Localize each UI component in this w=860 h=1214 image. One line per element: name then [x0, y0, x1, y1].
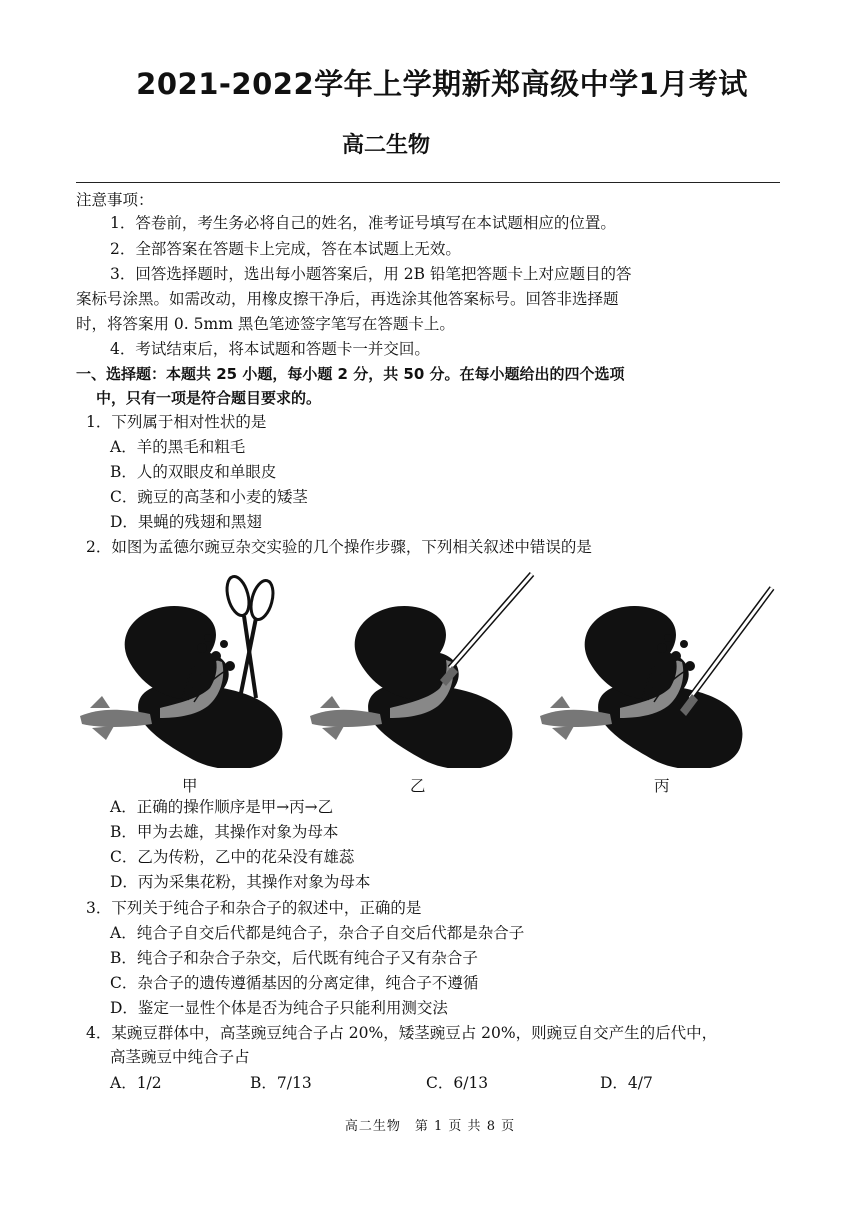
figure-label-jia: 甲	[182, 777, 198, 795]
note-item: 3．回答选择题时，选出每小题答案后，用 2B 铅笔把答题卡上对应题目的答	[110, 265, 632, 283]
q4-option-c: C．6/13	[426, 1074, 489, 1092]
section-heading-cont: 中，只有一项是符合题目要求的。	[96, 389, 322, 407]
q1-option-d: D．果蝇的残翅和黑翅	[110, 513, 262, 531]
figure-label-bing: 丙	[654, 777, 670, 795]
note-item: 案标号涂黑。如需改动，用橡皮擦干净后，再选涂其他答案标号。回答非选择题	[76, 290, 619, 308]
q2-option-a: A．正确的操作顺序是甲→丙→乙	[110, 798, 334, 816]
question-2-stem: 2．如图为孟德尔豌豆杂交实验的几个操作步骤，下列相关叙述中错误的是	[86, 538, 592, 556]
q3-option-b: B．纯合子和杂合子杂交，后代既有纯合子又有杂合子	[110, 949, 478, 967]
note-item: 4．考试结束后，将本试题和答题卡一并交回。	[110, 340, 430, 358]
q1-option-a: A．羊的黑毛和粗毛	[110, 438, 246, 456]
question-3-stem: 3．下列关于纯合子和杂合子的叙述中，正确的是	[86, 899, 422, 917]
notes-heading: 注意事项：	[76, 191, 154, 209]
q4-option-b: B．7/13	[250, 1074, 312, 1092]
question-4-stem-cont: 高茎豌豆中纯合子占	[110, 1048, 250, 1066]
question-1-stem: 1．下列属于相对性状的是	[86, 413, 267, 431]
scissors-icon	[223, 574, 277, 698]
exam-title: 2021-2022学年上学期新郑高级中学1月考试	[136, 67, 748, 101]
q1-option-c: C．豌豆的高茎和小麦的矮茎	[110, 488, 308, 506]
note-item: 1．答卷前，考生务必将自己的姓名，准考证号填写在本试题相应的位置。	[110, 214, 616, 232]
brush-icon	[680, 588, 772, 716]
brush-icon	[440, 574, 532, 686]
q3-option-c: C．杂合子的遗传遵循基因的分离定律，纯合子不遵循	[110, 974, 479, 992]
q3-option-d: D．鉴定一显性个体是否为纯合子只能利用测交法	[110, 999, 448, 1017]
q1-option-b: B．人的双眼皮和单眼皮	[110, 463, 277, 481]
note-item: 2．全部答案在答题卡上完成，答在本试题上无效。	[110, 240, 461, 258]
question-4-stem: 4．某豌豆群体中，高茎豌豆纯合子占 20%，矮茎豌豆占 20%，则豌豆自交产生的后代中，	[86, 1024, 718, 1042]
q2-option-d: D．丙为采集花粉，其操作对象为母本	[110, 873, 371, 891]
note-item: 时，将答案用 0. 5mm 黑色笔迹签字笔写在答题卡上。	[76, 315, 455, 333]
section-heading: 一、选择题：本题共 25 小题，每小题 2 分，共 50 分。在每小题给出的四个选项	[76, 365, 625, 383]
pea-flower-figure	[70, 558, 790, 768]
q2-option-c: C．乙为传粉，乙中的花朵没有雄蕊	[110, 848, 355, 866]
header-divider	[76, 182, 780, 183]
q3-option-a: A．纯合子自交后代都是纯合子，杂合子自交后代都是杂合子	[110, 924, 525, 942]
subject-title: 高二生物	[342, 133, 431, 158]
page-footer: 高二生物 第 1 页 共 8 页	[344, 1119, 516, 1134]
q4-option-a: A．1/2	[110, 1074, 162, 1092]
figure-label-yi: 乙	[410, 777, 426, 795]
q4-option-d: D．4/7	[600, 1074, 653, 1092]
q2-option-b: B．甲为去雄，其操作对象为母本	[110, 823, 339, 841]
